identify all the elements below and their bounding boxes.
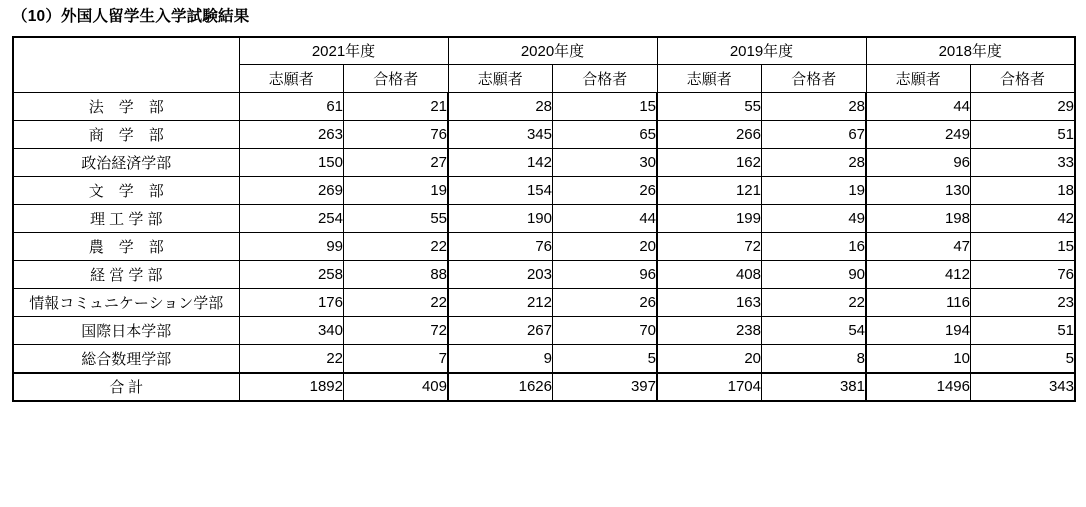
cell-value: 10 — [866, 345, 971, 373]
cell-value: 26 — [553, 177, 658, 205]
column-header-passed-0: 合格者 — [344, 65, 449, 93]
cell-value: 76 — [971, 261, 1076, 289]
cell-value: 162 — [657, 149, 762, 177]
cell-value: 26 — [553, 289, 658, 317]
cell-value: 21 — [344, 93, 449, 121]
table-total-row — [13, 373, 1075, 401]
table-row — [13, 121, 1075, 149]
column-header-passed-3: 合格者 — [971, 65, 1076, 93]
table-row — [13, 205, 1075, 233]
cell-value: 30 — [553, 149, 658, 177]
cell-value: 150 — [239, 149, 344, 177]
cell-value: 76 — [448, 233, 553, 261]
cell-value: 15 — [971, 233, 1076, 261]
cell-value: 28 — [762, 93, 867, 121]
cell-value: 254 — [239, 205, 344, 233]
cell-value: 9 — [448, 345, 553, 373]
row-label-faculty: 商 学 部 — [13, 121, 239, 149]
cell-total-value: 409 — [344, 373, 449, 401]
cell-value: 130 — [866, 177, 971, 205]
column-header-applicants-2: 志願者 — [657, 65, 762, 93]
row-label-faculty: 総合数理学部 — [13, 345, 239, 373]
cell-value: 212 — [448, 289, 553, 317]
cell-value: 7 — [344, 345, 449, 373]
cell-value: 163 — [657, 289, 762, 317]
cell-value: 22 — [762, 289, 867, 317]
cell-value: 8 — [762, 345, 867, 373]
table-row — [13, 317, 1075, 345]
cell-value: 199 — [657, 205, 762, 233]
cell-value: 51 — [971, 317, 1076, 345]
cell-value: 116 — [866, 289, 971, 317]
column-header-year-1: 2020年度 — [448, 37, 657, 65]
table-head — [13, 37, 1075, 93]
row-label-faculty: 理 工 学 部 — [13, 205, 239, 233]
column-header-passed-2: 合格者 — [762, 65, 867, 93]
cell-value: 70 — [553, 317, 658, 345]
cell-value: 55 — [657, 93, 762, 121]
table-row — [13, 93, 1075, 121]
table-corner-cell — [13, 37, 239, 93]
cell-value: 190 — [448, 205, 553, 233]
column-header-applicants-3: 志願者 — [866, 65, 971, 93]
cell-value: 22 — [239, 345, 344, 373]
cell-value: 28 — [448, 93, 553, 121]
cell-value: 203 — [448, 261, 553, 289]
row-label-faculty: 情報コミュニケーション学部 — [13, 289, 239, 317]
cell-value: 88 — [344, 261, 449, 289]
cell-value: 27 — [344, 149, 449, 177]
cell-value: 340 — [239, 317, 344, 345]
cell-value: 198 — [866, 205, 971, 233]
cell-value: 142 — [448, 149, 553, 177]
cell-total-value: 343 — [971, 373, 1076, 401]
cell-value: 238 — [657, 317, 762, 345]
row-label-faculty: 文 学 部 — [13, 177, 239, 205]
column-header-applicants-1: 志願者 — [448, 65, 553, 93]
cell-value: 267 — [448, 317, 553, 345]
cell-value: 22 — [344, 289, 449, 317]
row-label-total: 合計 — [13, 373, 239, 401]
table-body — [13, 93, 1075, 401]
cell-value: 412 — [866, 261, 971, 289]
row-label-faculty: 農 学 部 — [13, 233, 239, 261]
cell-value: 72 — [344, 317, 449, 345]
cell-value: 5 — [553, 345, 658, 373]
exam-results-table — [12, 36, 1076, 402]
cell-value: 44 — [553, 205, 658, 233]
cell-value: 65 — [553, 121, 658, 149]
page-title: （10）外国人留学生入学試験結果 — [12, 8, 250, 25]
cell-value: 408 — [657, 261, 762, 289]
column-header-applicants-0: 志願者 — [239, 65, 344, 93]
cell-value: 61 — [239, 93, 344, 121]
cell-value: 16 — [762, 233, 867, 261]
table-row — [13, 233, 1075, 261]
cell-value: 263 — [239, 121, 344, 149]
cell-value: 345 — [448, 121, 553, 149]
column-header-year-2: 2019年度 — [657, 37, 866, 65]
cell-value: 15 — [553, 93, 658, 121]
column-header-passed-1: 合格者 — [553, 65, 658, 93]
cell-value: 54 — [762, 317, 867, 345]
cell-total-value: 1892 — [239, 373, 344, 401]
cell-value: 72 — [657, 233, 762, 261]
cell-value: 20 — [657, 345, 762, 373]
table-row — [13, 345, 1075, 373]
cell-total-value: 381 — [762, 373, 867, 401]
cell-value: 20 — [553, 233, 658, 261]
cell-total-value: 1626 — [448, 373, 553, 401]
cell-total-value: 397 — [553, 373, 658, 401]
cell-value: 269 — [239, 177, 344, 205]
cell-value: 28 — [762, 149, 867, 177]
row-label-faculty: 法 学 部 — [13, 93, 239, 121]
cell-value: 55 — [344, 205, 449, 233]
cell-value: 76 — [344, 121, 449, 149]
cell-value: 49 — [762, 205, 867, 233]
cell-value: 47 — [866, 233, 971, 261]
row-label-faculty: 経 営 学 部 — [13, 261, 239, 289]
cell-total-value: 1496 — [866, 373, 971, 401]
cell-value: 44 — [866, 93, 971, 121]
cell-value: 18 — [971, 177, 1076, 205]
cell-value: 33 — [971, 149, 1076, 177]
cell-value: 121 — [657, 177, 762, 205]
cell-value: 249 — [866, 121, 971, 149]
cell-value: 29 — [971, 93, 1076, 121]
column-header-year-3: 2018年度 — [866, 37, 1075, 65]
cell-value: 266 — [657, 121, 762, 149]
cell-value: 99 — [239, 233, 344, 261]
row-label-faculty: 国際日本学部 — [13, 317, 239, 345]
table-row — [13, 289, 1075, 317]
cell-value: 22 — [344, 233, 449, 261]
cell-value: 176 — [239, 289, 344, 317]
table-row — [13, 261, 1075, 289]
cell-value: 194 — [866, 317, 971, 345]
cell-value: 51 — [971, 121, 1076, 149]
cell-value: 42 — [971, 205, 1076, 233]
cell-total-value: 1704 — [657, 373, 762, 401]
cell-value: 96 — [553, 261, 658, 289]
cell-value: 5 — [971, 345, 1076, 373]
row-label-faculty: 政治経済学部 — [13, 149, 239, 177]
cell-value: 154 — [448, 177, 553, 205]
column-header-year-0: 2021年度 — [239, 37, 448, 65]
table-header-year-row — [13, 37, 1075, 65]
cell-value: 96 — [866, 149, 971, 177]
cell-value: 23 — [971, 289, 1076, 317]
cell-value: 258 — [239, 261, 344, 289]
cell-value: 19 — [762, 177, 867, 205]
cell-value: 67 — [762, 121, 867, 149]
table-row — [13, 149, 1075, 177]
cell-value: 90 — [762, 261, 867, 289]
table-row — [13, 177, 1075, 205]
cell-value: 19 — [344, 177, 449, 205]
